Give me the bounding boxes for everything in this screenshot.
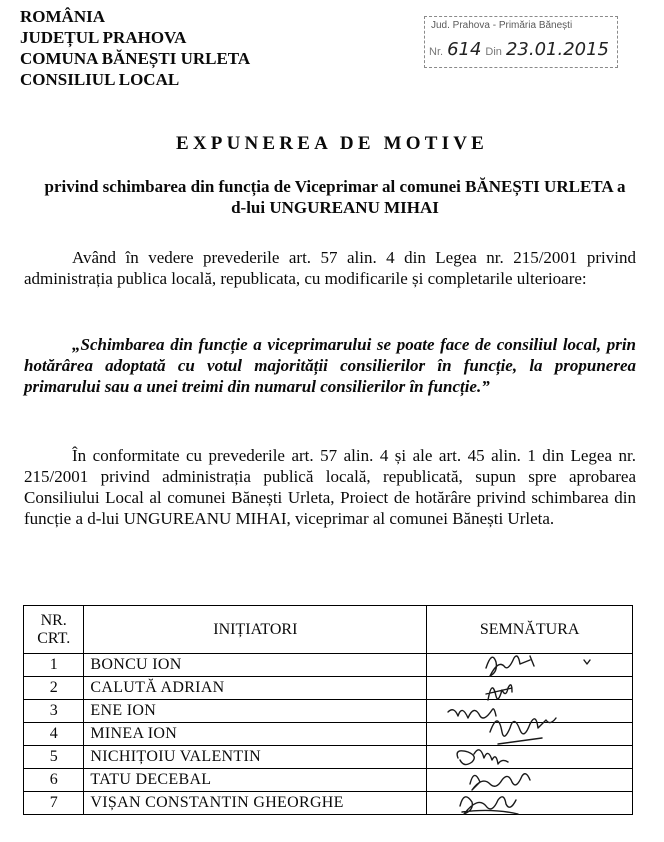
- table-row: [24, 677, 633, 700]
- table-header-row: [24, 606, 633, 654]
- stamp-nr-label: Nr.: [429, 46, 444, 58]
- initiator-name: TATU DECEBAL: [84, 769, 427, 792]
- stamp-institution: Jud. Prahova - Primăria Bănești: [431, 20, 573, 31]
- initiator-name: BONCU ION: [84, 654, 427, 677]
- registration-stamp: [424, 16, 618, 68]
- header-initiators: INIȚIATORI: [84, 606, 427, 654]
- stamp-date-label: Din: [485, 46, 502, 58]
- header-nr-crt: [24, 606, 84, 654]
- paragraph-legal-basis: Având în vedere prevederile art. 57 alin. 4 din Legea nr. 215/2001 privind administrația publica locală, republicata, cu modificarile și completarile ulterioare:: [24, 248, 636, 288]
- header-country: ROMÂNIA: [20, 7, 105, 26]
- header-council: CONSILIUL LOCAL: [20, 70, 180, 89]
- signature-cell: [427, 654, 633, 677]
- table-row: [24, 654, 633, 677]
- table-row: [24, 769, 633, 792]
- table-row: [24, 723, 633, 746]
- initiator-name: VIȘAN CONSTANTIN GHEORGHE: [84, 792, 427, 815]
- table-row: [24, 792, 633, 815]
- document-subtitle: privind schimbarea din funcția de Viceprimar al comunei BĂNEȘTI URLETA a d-lui UNGUREANU MIHAI: [44, 177, 626, 217]
- document-header: [20, 6, 250, 90]
- table-row: [24, 746, 633, 769]
- initiator-name: NICHIȚOIU VALENTIN: [84, 746, 427, 769]
- signature-cell: [427, 700, 633, 723]
- row-number: 1: [24, 654, 84, 677]
- header-county: JUDEȚUL PRAHOVA: [20, 28, 187, 47]
- row-number: 5: [24, 746, 84, 769]
- stamp-nr-value: 614: [447, 39, 482, 60]
- signature-cell: [427, 769, 633, 792]
- initiator-name: MINEA ION: [84, 723, 427, 746]
- row-number: 3: [24, 700, 84, 723]
- paragraph-quote: „Schimbarea din funcție a viceprimarului se poate face de consiliul local, prin hotărârea adoptată cu votul majorității consilierilor în funcție, la propunerea primarului sau a unei treimi din numarul consilierilor în funcție.”: [24, 335, 636, 396]
- paragraph-proposal: În conformitate cu prevederile art. 57 alin. 4 și ale art. 45 alin. 1 din Legea nr. 215/2001 privind administrația publică locală, republicată, supun spre aprobarea Consiliului Local al comunei Bănești Urleta, Proiect de hotărâre privind schimbarea din funcție a d-lui UNGUREANU MIHAI, viceprimar al comunei Bănești Urleta.: [24, 446, 636, 528]
- signature-cell: [427, 746, 633, 769]
- stamp-number-row: [429, 39, 609, 60]
- header-commune: COMUNA BĂNEȘTI URLETA: [20, 49, 251, 68]
- signature-cell: [427, 677, 633, 700]
- signature-cell: [427, 792, 633, 815]
- row-number: 6: [24, 769, 84, 792]
- initiator-name: CALUTĂ ADRIAN: [84, 677, 427, 700]
- document-title: EXPUNEREA DE MOTIVE: [175, 133, 489, 154]
- row-number: 4: [24, 723, 84, 746]
- stamp-date-value: 23.01.2015: [505, 39, 609, 60]
- signature-cell: [427, 723, 633, 746]
- row-number: 2: [24, 677, 84, 700]
- table-row: [24, 700, 633, 723]
- header-crt-label: CRT.: [37, 629, 71, 647]
- row-number: 7: [24, 792, 84, 815]
- header-signature: SEMNĂTURA: [427, 606, 633, 654]
- initiators-table: [23, 605, 633, 815]
- header-nr-label: NR.: [40, 611, 67, 629]
- initiator-name: ENE ION: [84, 700, 427, 723]
